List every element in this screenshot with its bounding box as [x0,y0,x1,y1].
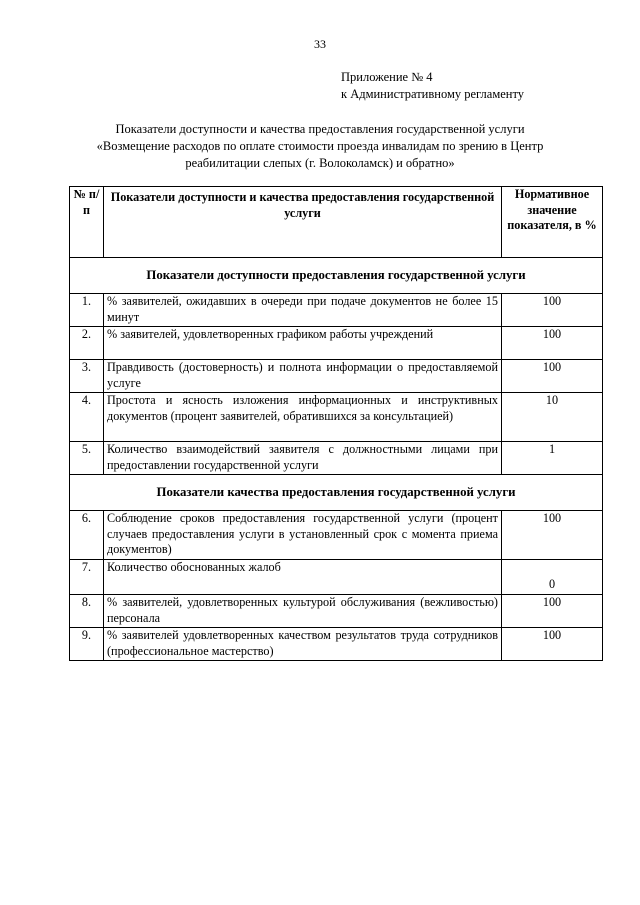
table-row [70,393,603,442]
document-title: Показатели доступности и качества предоставления государственной услуги «Возмещение расходов по оплате стоимости проезда инвалидам по зрению в Центр реабилитации слепых (г. Волоколамск) и обратно» [96,122,544,170]
table-row [70,628,603,661]
header-number: № п/п [70,187,104,258]
row-indicator: Количество взаимодействий заявителя с должностными лицами при предоставлении государственной услуги [104,442,502,475]
row-indicator: % заявителей, удовлетворенных культурой обслуживания (вежливостью) персонала [104,595,502,628]
table-row [70,511,603,560]
row-value: 100 [502,595,603,628]
page-number: 33 [314,37,326,51]
row-value: 100 [502,294,603,327]
row-value: 100 [502,628,603,661]
appendix-note [341,69,524,103]
section-header-accessibility [70,258,603,294]
row-value: 100 [502,360,603,393]
row-number: 9. [70,628,104,661]
appendix-line-2: к Административному регламенту [341,87,525,101]
header-value: Нормативное значение показателя, в % [502,187,603,258]
row-indicator: % заявителей, удовлетворенных графиком работы учреждений [104,327,502,360]
table-header-row [70,187,603,258]
section-title: Показатели качества предоставления государственной услуги [70,475,603,511]
row-indicator: Количество обоснованных жалоб [104,560,502,595]
indicators-table [69,186,603,661]
row-number: 6. [70,511,104,560]
table-row [70,360,603,393]
section-title: Показатели доступности предоставления государственной услуги [70,258,603,294]
table-row [70,442,603,475]
row-value: 1 [502,442,603,475]
table-row [70,560,603,595]
row-number: 2. [70,327,104,360]
table-row [70,327,603,360]
header-indicator: Показатели доступности и качества предоставления государственной услуги [104,187,502,258]
row-indicator: Простота и ясность изложения информационных и инструктивных документов (процент заявителей, обратившихся за консультацией) [104,393,502,442]
row-number: 5. [70,442,104,475]
row-value: 10 [502,393,603,442]
row-indicator: % заявителей, ожидавших в очереди при подаче документов не более 15 минут [104,294,502,327]
row-number: 3. [70,360,104,393]
row-number: 1. [70,294,104,327]
row-value: 100 [502,511,603,560]
row-indicator: Правдивость (достоверность) и полнота информации о предоставляемой услуге [104,360,502,393]
row-number: 8. [70,595,104,628]
row-value: 0 [502,560,603,595]
table-row [70,595,603,628]
row-number: 4. [70,393,104,442]
row-number: 7. [70,560,104,595]
appendix-line-1: Приложение № 4 [341,70,433,84]
table-row [70,294,603,327]
section-header-quality [70,475,603,511]
row-indicator: % заявителей удовлетворенных качеством результатов труда сотрудников (профессиональное мастерство) [104,628,502,661]
row-value: 100 [502,327,603,360]
row-indicator: Соблюдение сроков предоставления государственной услуги (процент случаев предоставления услуги в установленный срок с момента приема документов) [104,511,502,560]
